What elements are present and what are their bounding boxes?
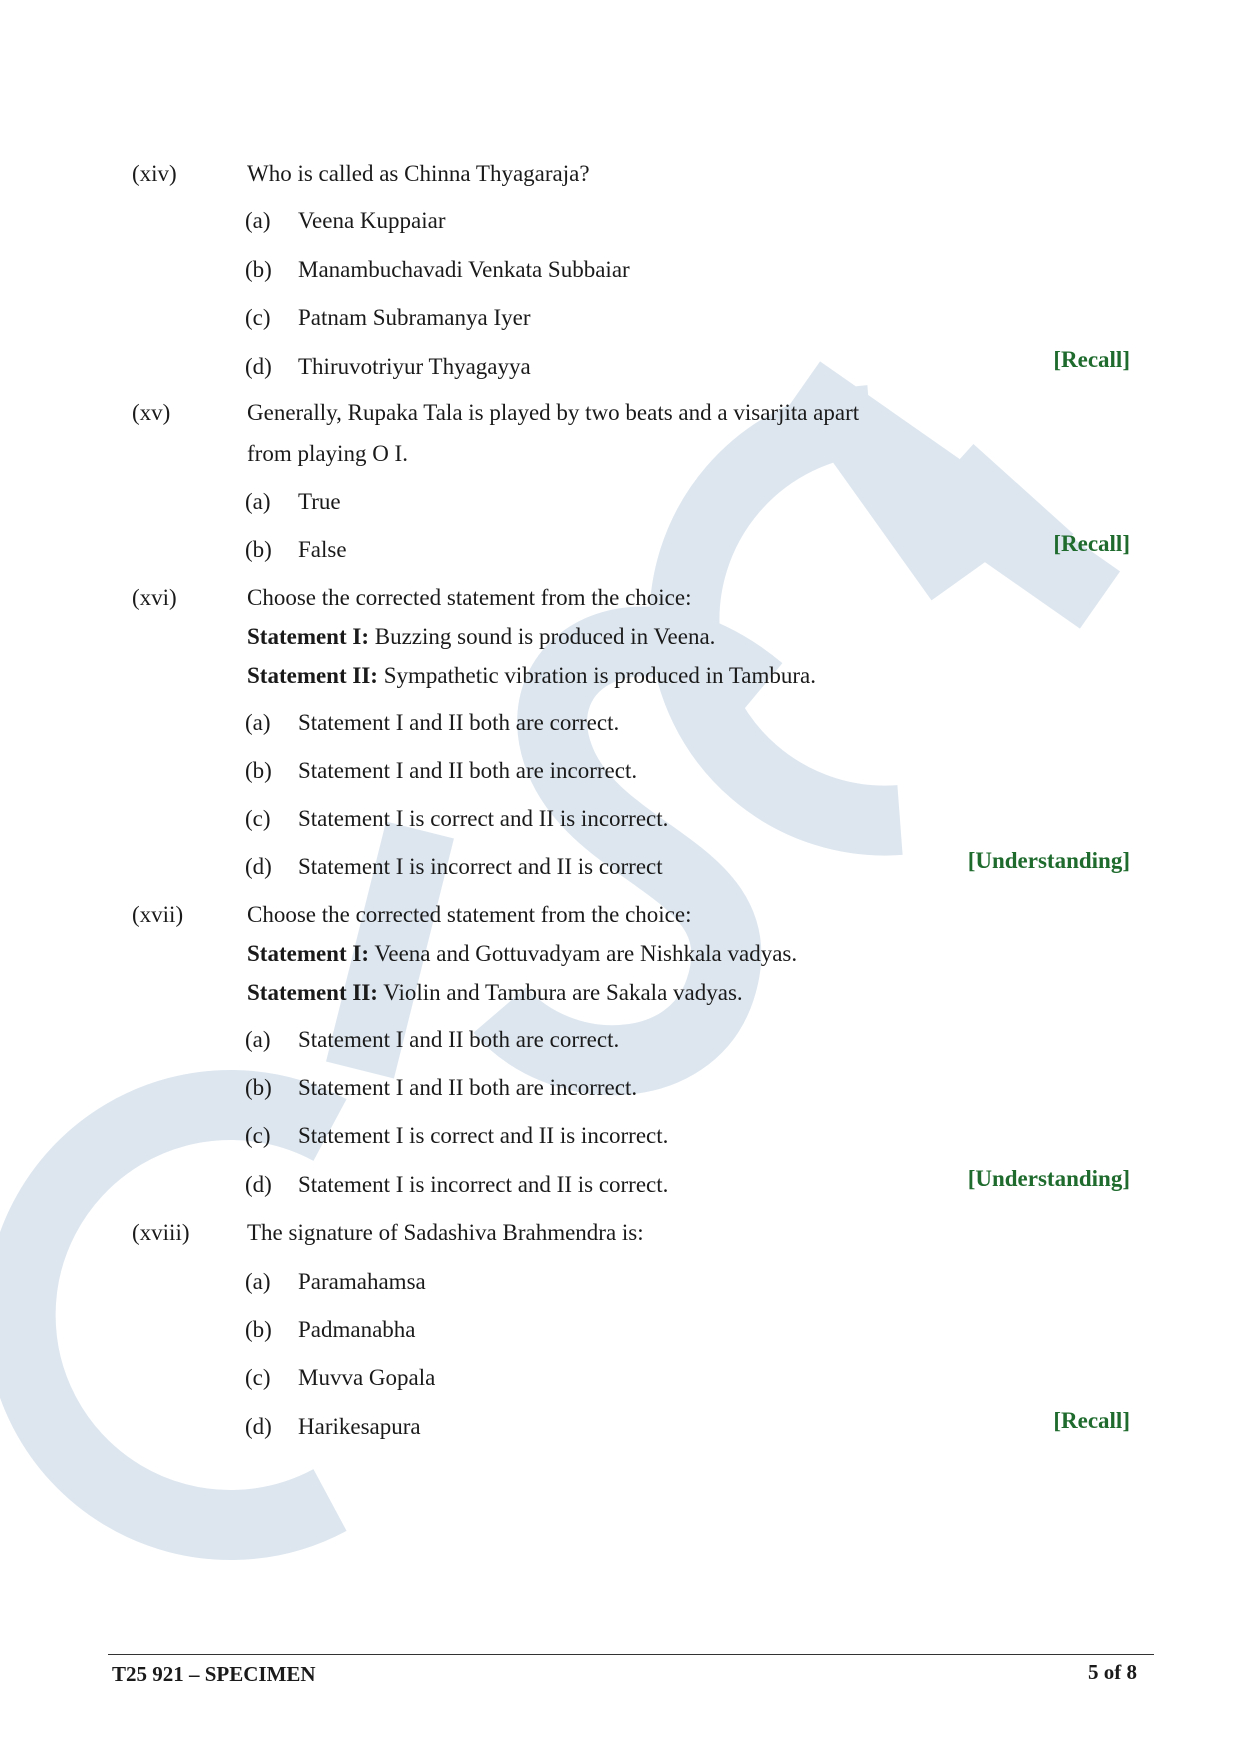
option-text: Statement I is correct and II is incorrect. xyxy=(298,806,669,831)
statement-label: Statement II: xyxy=(247,663,378,688)
option-label: (b) xyxy=(245,758,272,783)
option-label: (d) xyxy=(245,1414,272,1439)
statement-2 xyxy=(247,661,816,691)
option-text: Paramahamsa xyxy=(298,1269,426,1294)
option-text: Statement I and II both are correct. xyxy=(298,1027,620,1052)
cognitive-level-tag: [Recall] xyxy=(1053,1408,1130,1433)
option-label: (a) xyxy=(245,710,271,735)
option-text: Statement I and II both are incorrect. xyxy=(298,1075,638,1100)
statement-label: Statement II: xyxy=(247,980,378,1005)
statement-1 xyxy=(247,939,797,969)
cognitive-level-tag: [Recall] xyxy=(1053,531,1130,556)
option-label: (b) xyxy=(245,1317,272,1342)
statement-text: Veena and Gottuvadyam are Nishkala vadyas. xyxy=(369,941,798,966)
question-number: (xv) xyxy=(132,400,171,425)
page-number: 5 of 8 xyxy=(1088,1660,1137,1684)
question-text: The signature of Sadashiva Brahmendra is: xyxy=(247,1220,644,1245)
option-label: (d) xyxy=(245,1172,272,1197)
statement-label: Statement I: xyxy=(247,941,369,966)
option-label: (d) xyxy=(245,354,272,379)
option-label: (a) xyxy=(245,489,271,514)
option-label: (d) xyxy=(245,854,272,879)
option-label: (a) xyxy=(245,208,271,233)
watermark-letter-c2 xyxy=(684,420,900,821)
question-text: Choose the corrected statement from the choice: xyxy=(247,902,692,927)
question-text: Generally, Rupaka Tala is played by two beats and a visarjita apart xyxy=(247,400,860,425)
option-label: (a) xyxy=(245,1269,271,1294)
option-label: (b) xyxy=(245,257,272,282)
option-text: Veena Kuppaiar xyxy=(298,208,446,233)
question-number: (xiv) xyxy=(132,161,177,186)
statement-text: Violin and Tambura are Sakala vadyas. xyxy=(377,980,743,1005)
cognitive-level-tag: [Understanding] xyxy=(967,1166,1130,1191)
watermark-letter-c xyxy=(21,1105,330,1525)
statement-2 xyxy=(247,978,743,1008)
question-number: (xvi) xyxy=(132,585,177,610)
option-text: Statement I is correct and II is incorrect. xyxy=(298,1123,669,1148)
cognitive-level-tag: [Recall] xyxy=(1053,347,1130,372)
statement-label: Statement I: xyxy=(247,624,369,649)
option-label: (b) xyxy=(245,537,272,562)
statement-1 xyxy=(247,622,715,652)
option-text: Statement I is incorrect and II is correct xyxy=(298,854,663,879)
option-label: (c) xyxy=(245,305,271,330)
option-text: False xyxy=(298,537,347,562)
option-text: Statement I and II both are correct. xyxy=(298,710,620,735)
option-label: (c) xyxy=(245,1123,271,1148)
option-text: Thiruvotriyur Thyagayya xyxy=(298,354,531,379)
question-text: from playing O I. xyxy=(247,441,408,466)
paper-code: T25 921 – SPECIMEN xyxy=(112,1662,316,1686)
cognitive-level-tag: [Understanding] xyxy=(967,848,1130,873)
question-text: Choose the corrected statement from the choice: xyxy=(247,585,692,610)
option-text: Harikesapura xyxy=(298,1414,421,1439)
option-label: (b) xyxy=(245,1075,272,1100)
option-text: True xyxy=(298,489,341,514)
question-number: (xvii) xyxy=(132,902,184,927)
option-label: (c) xyxy=(245,806,271,831)
option-text: Muvva Gopala xyxy=(298,1365,436,1390)
option-text: Statement I is incorrect and II is correct. xyxy=(298,1172,669,1197)
question-text: Who is called as Chinna Thyagaraja? xyxy=(247,161,590,186)
option-text: Manambuchavadi Venkata Subbaiar xyxy=(298,257,630,282)
option-label: (c) xyxy=(245,1365,271,1390)
option-text: Padmanabha xyxy=(298,1317,416,1342)
footer-rule xyxy=(108,1654,1154,1655)
statement-text: Sympathetic vibration is produced in Tambura. xyxy=(377,663,817,688)
option-label: (a) xyxy=(245,1027,271,1052)
question-number: (xviii) xyxy=(132,1220,190,1245)
option-text: Patnam Subramanya Iyer xyxy=(298,305,531,330)
statement-text: Buzzing sound is produced in Veena. xyxy=(369,624,716,649)
option-text: Statement I and II both are incorrect. xyxy=(298,758,638,783)
